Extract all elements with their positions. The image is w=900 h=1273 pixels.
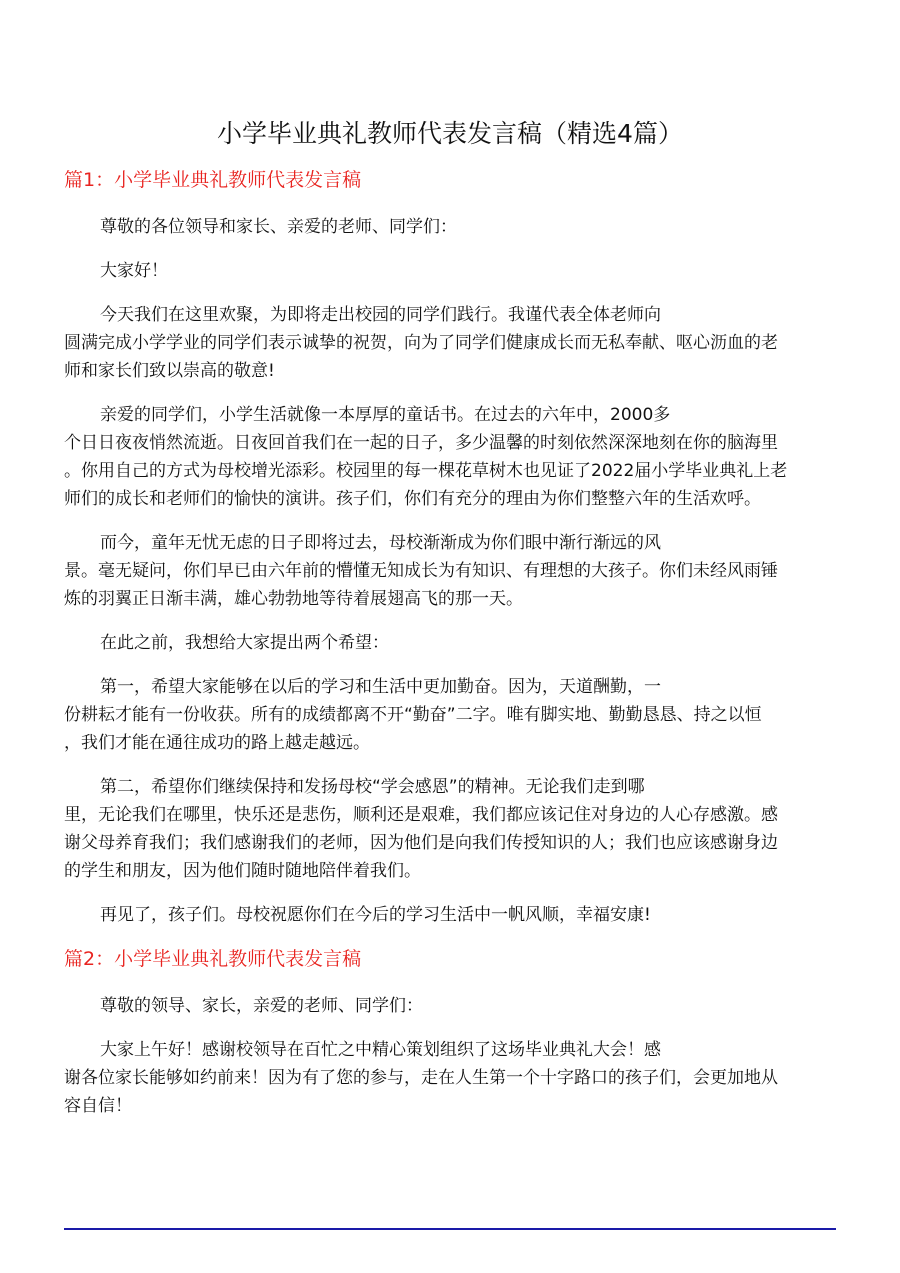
paragraph xyxy=(64,773,836,885)
paragraph-line: 尊敬的各位领导和家长、亲爱的老师、同学们： xyxy=(100,217,457,237)
paragraph-line: 圆满完成小学学业的同学们表示诚挚的祝贺，向为了同学们健康成长而无私奉献、呕心沥血的老 xyxy=(64,333,778,353)
document-page xyxy=(64,116,836,1136)
paragraph xyxy=(64,213,836,241)
document-body xyxy=(64,166,836,1120)
section-heading: 篇2：小学毕业典礼教师代表发言稿 xyxy=(64,948,362,970)
paragraph-line: 师们的成长和老师们的愉快的演讲。孩子们，你们有充分的理由为你们整整六年的生活欢呼。 xyxy=(64,489,761,509)
paragraph-line: ，我们才能在通往成功的路上越走越远。 xyxy=(64,733,370,753)
paragraph-line: 容自信！ xyxy=(64,1096,132,1116)
paragraph-line: 大家上午好！感谢校领导在百忙之中精心策划组织了这场毕业典礼大会！感 xyxy=(100,1040,661,1060)
section-2 xyxy=(64,945,836,1120)
paragraph-line: 谢父母养育我们；我们感谢我们的老师，因为他们是向我们传授知识的人；我们也应该感谢身边 xyxy=(64,833,778,853)
paragraph-line: 第一，希望大家能够在以后的学习和生活中更加勤奋。因为，天道酬勤，一 xyxy=(100,677,661,697)
paragraph xyxy=(64,673,836,757)
paragraph-line: 份耕耘才能有一份收获。所有的成绩都离不开“勤奋”二字。唯有脚实地、勤勤恳恳、持之以恒 xyxy=(64,705,762,725)
paragraph xyxy=(64,901,836,929)
paragraph-line: 。你用自己的方式为母校增光添彩。校园里的每一棵花草树木也见证了2022届小学毕业典礼上老 xyxy=(64,461,788,481)
paragraph-line: 亲爱的同学们，小学生活就像一本厚厚的童话书。在过去的六年中，2000多 xyxy=(100,405,671,425)
paragraph-line: 在此之前，我想给大家提出两个希望： xyxy=(100,633,389,653)
document-title: 小学毕业典礼教师代表发言稿（精选4篇） xyxy=(217,119,683,148)
section-heading: 篇1：小学毕业典礼教师代表发言稿 xyxy=(64,169,362,191)
paragraph xyxy=(64,301,836,385)
footer-rule xyxy=(64,1228,836,1230)
paragraph-line: 今天我们在这里欢聚，为即将走出校园的同学们践行。我谨代表全体老师向 xyxy=(100,305,661,325)
paragraph-line: 谢各位家长能够如约前来！因为有了您的参与，走在人生第一个十字路口的孩子们，会更加地从 xyxy=(64,1068,778,1088)
paragraph-line: 师和家长们致以崇高的敬意! xyxy=(64,361,275,381)
paragraph-line: 第二，希望你们继续保持和发扬母校“学会感恩”的精神。无论我们走到哪 xyxy=(100,777,645,797)
section-1 xyxy=(64,166,836,929)
paragraph-line: 个日日夜夜悄然流逝。日夜回首我们在一起的日子，多少温馨的时刻依然深深地刻在你的脑海里 xyxy=(64,433,778,453)
paragraph-line: 再见了，孩子们。母校祝愿你们在今后的学习生活中一帆风顺，幸福安康! xyxy=(100,905,651,925)
paragraph-line: 尊敬的领导、家长，亲爱的老师、同学们： xyxy=(100,996,423,1016)
paragraph-line: 景。毫无疑问，你们早已由六年前的懵懂无知成长为有知识、有理想的大孩子。你们未经风雨锤 xyxy=(64,561,778,581)
paragraph xyxy=(64,401,836,513)
paragraph-line: 里，无论我们在哪里，快乐还是悲伤，顺利还是艰难，我们都应该记住对身边的人心存感激。感 xyxy=(64,805,778,825)
paragraph-line: 的学生和朋友，因为他们随时随地陪伴着我们。 xyxy=(64,861,421,881)
paragraph xyxy=(64,1036,836,1120)
paragraph xyxy=(64,529,836,613)
paragraph xyxy=(64,257,836,285)
paragraph xyxy=(64,629,836,657)
paragraph-line: 大家好！ xyxy=(100,261,168,281)
paragraph-line: 炼的羽翼正日渐丰满，雄心勃勃地等待着展翅高飞的那一天。 xyxy=(64,589,523,609)
paragraph xyxy=(64,992,836,1020)
paragraph-line: 而今，童年无忧无虑的日子即将过去，母校渐渐成为你们眼中渐行渐远的风 xyxy=(100,533,661,553)
